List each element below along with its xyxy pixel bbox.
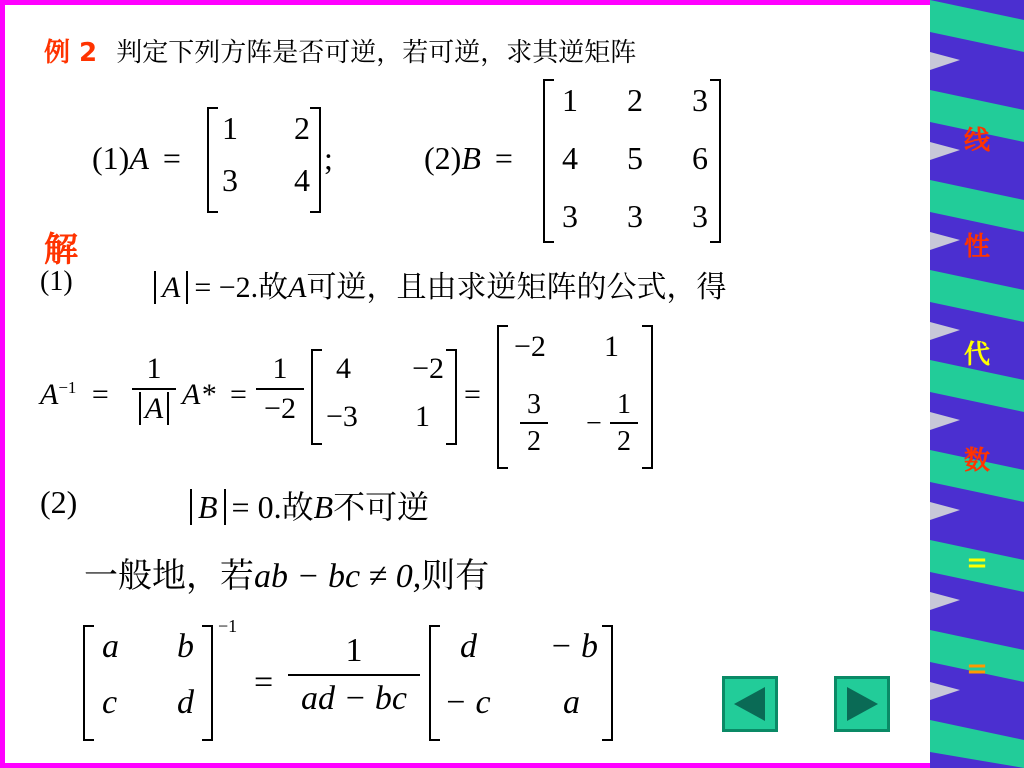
general-matrix-cell: c [102,684,118,721]
sidebar-label-5: = [966,548,988,578]
next-slide-button[interactable] [834,676,890,732]
sidebar-label-3: 代 [963,340,990,370]
frac-1-num: 1 [132,352,176,390]
frac-2-den: −2 [264,392,296,425]
result-top-right: 1 [604,330,619,363]
general-frac-num: 1 [288,632,420,676]
det-a-var: A [162,271,181,304]
matrix-b-cell: 4 [562,140,578,176]
sidebar-label-2: 性 [963,232,990,262]
step-1-text-b: 可逆，且由求逆矩阵的公式，得 [306,270,727,305]
result-bl-num: 3 [520,388,548,424]
problem-2-label: (2) [424,140,462,176]
general-adj-cell: − b [549,628,598,665]
step-2-text-a: 故 [281,488,314,526]
sidebar-label-6: = [966,654,988,684]
problem-1-lhs [92,140,181,177]
matrix-b-cell: 2 [627,82,643,118]
adj-a: A* [182,378,216,411]
step-2-text-b: 不可逆 [333,488,430,526]
det-b-var: B [198,489,218,525]
general-matrix [102,628,194,722]
adj-matrix-cell: −3 [326,400,358,433]
general-frac-den: ad − bc [300,680,408,717]
adj-matrix-cell: 4 [336,352,351,385]
matrix-b-cell: 5 [627,140,643,176]
adj-matrix [326,352,444,434]
result-bottom-right-frac [610,388,638,460]
inverse-eq-3: = [464,378,481,411]
frac-2 [256,352,304,426]
sidebar-label-4: 数 [963,446,990,476]
example-title [44,32,636,69]
step-1-text-var: A [288,271,307,304]
step-1-label: (1) [40,266,73,297]
step-2-line [190,482,429,528]
general-eq: = [254,664,274,701]
matrix-b-cell: 3 [627,198,643,234]
matrix-a-cell: 2 [294,110,310,146]
title-text: 判定下列方阵是否可逆，若可逆，求其逆矩阵 [116,38,637,68]
general-adj-cell: a [563,684,580,721]
result-br-den: 2 [617,426,631,457]
result-bl-den: 2 [527,426,541,457]
general-matrix-cell: b [177,628,194,665]
problem-1-eq: = [162,140,181,176]
general-frac [288,632,420,718]
sidebar [930,0,1024,768]
sidebar-decoration [930,0,1024,768]
inverse-eq-2: = [230,378,247,411]
prev-slide-button[interactable] [722,676,778,732]
matrix-a [222,110,310,199]
inverse-lhs-var: A [40,378,59,411]
matrix-a-cell: 3 [222,162,238,198]
matrix-b-cell: 6 [692,140,708,176]
general-adj-cell: − c [444,684,491,721]
problem-semicolon: ; [324,140,333,176]
det-a [154,271,188,304]
matrix-b [562,82,708,235]
frac-1 [132,352,176,426]
result-top-left: −2 [514,330,546,363]
step-1-line [154,262,727,306]
general-statement [84,548,489,597]
problem-2-var: B [461,140,481,176]
general-sup: −1 [218,616,238,636]
general-text-b: 则有 [421,556,490,596]
general-adj-cell: d [460,628,477,665]
example-label: 例 2 [44,38,98,68]
inverse-lhs [40,378,109,412]
det-a-value: = −2. [194,271,259,304]
matrix-a-cell: 1 [222,110,238,146]
general-matrix-cell: d [177,684,194,721]
det-b-value: = 0. [231,489,282,525]
adj-matrix-cell: 1 [415,400,430,433]
matrix-b-cell: 3 [692,198,708,234]
solution-heading: 解 [44,230,78,270]
matrix-a-cell: 4 [294,162,310,198]
general-matrix-cell: a [102,628,119,665]
result-bottom-right-sign: − [586,408,602,439]
result-bottom-left-frac [520,388,548,460]
problem-2-eq: = [494,140,513,176]
matrix-b-cell: 1 [562,82,578,118]
triangle-right-icon [837,679,887,729]
frac-2-num: 1 [256,352,304,390]
general-text-a: 一般地，若 [84,556,254,596]
step-2-text-var: B [313,489,334,525]
sidebar-label-1: 线 [963,126,990,156]
problem-1-label: (1) [92,140,130,176]
det-b [190,489,226,525]
general-adj-matrix [444,628,598,722]
adj-matrix-cell: −2 [412,352,444,385]
triangle-left-icon [725,679,775,729]
result-br-num: 1 [610,388,638,424]
general-expr: ab − bc ≠ 0, [254,558,422,595]
frac-1-den: A [139,392,169,425]
problem-1-var: A [129,140,149,176]
matrix-b-cell: 3 [562,198,578,234]
step-1-text-a: 故 [258,270,289,305]
inverse-eq-1: = [91,378,109,411]
step-2-label: (2) [40,484,78,520]
inverse-lhs-sup: −1 [58,378,77,397]
matrix-b-cell: 3 [692,82,708,118]
problem-2-lhs [424,140,513,177]
